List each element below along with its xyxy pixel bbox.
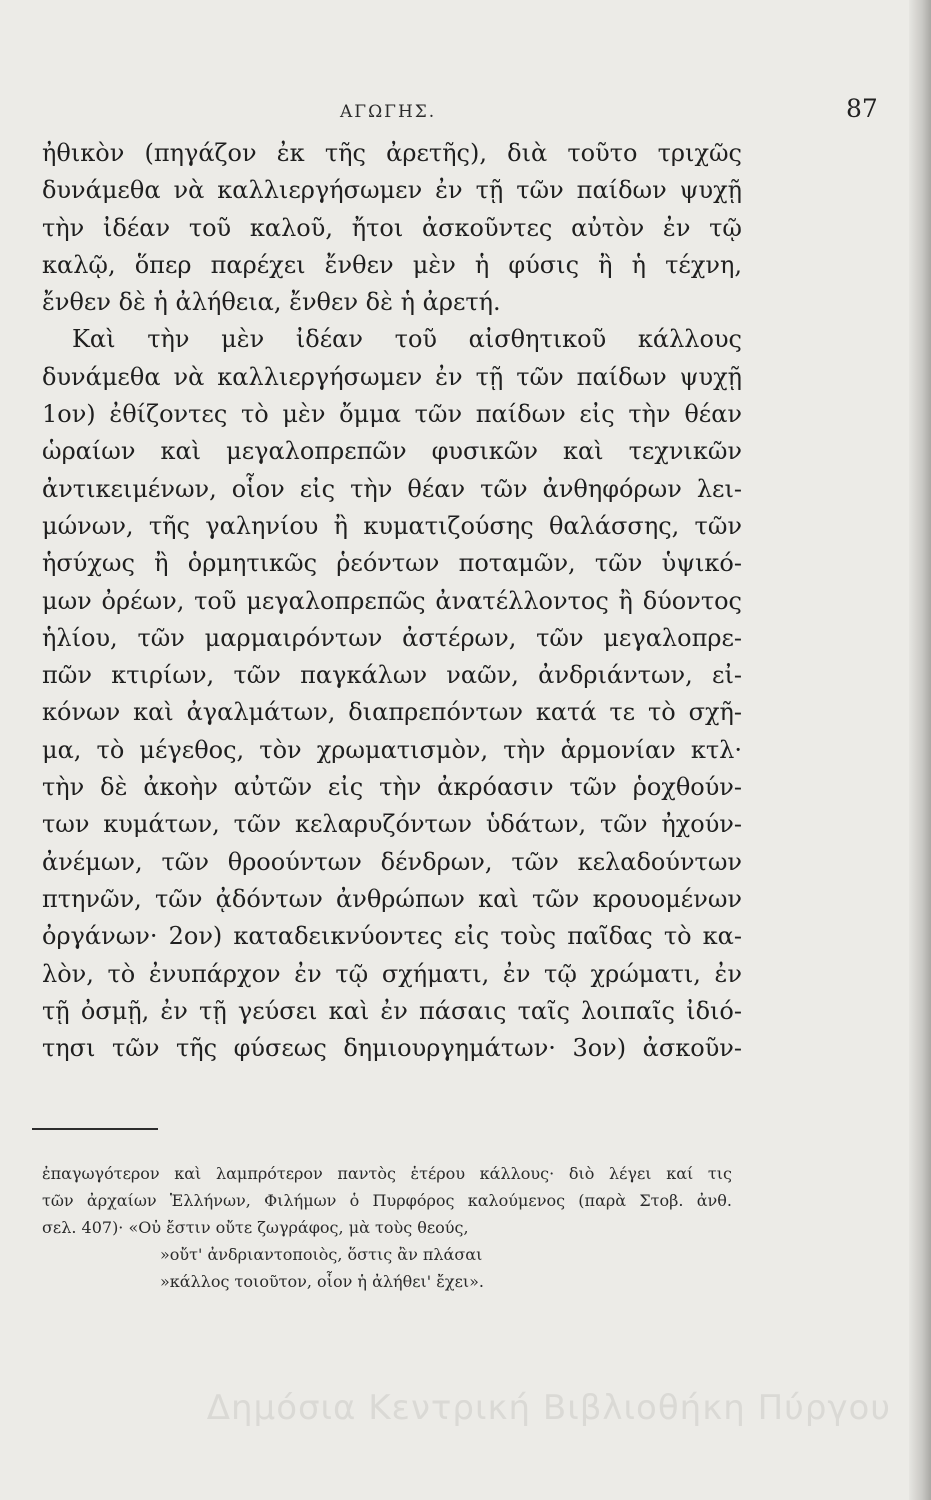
text-line: δυνάμεθα νὰ καλλιεργήσωμεν ἐν τῇ τῶν παίδων ψυχῇ <box>42 176 742 205</box>
footnote-line: τῶν ἀρχαίων Ἑλλήνων, Φιλήμων ὁ Πυρφόρος καλούμενος (παρὰ Στοβ. ἀνθ. <box>42 1191 732 1210</box>
text-line: τησι τῶν τῆς φύσεως δημιουργημάτων· 3ον) ἀσκοῦν- <box>42 1034 742 1063</box>
text-line: ὡραίων καὶ μεγαλοπρεπῶν φυσικῶν καὶ τεχνικῶν <box>42 437 742 466</box>
running-head <box>0 94 931 124</box>
footnote-quote-line: »οὔτ' ἀνδριαντοποιὸς, ὅστις ἂν πλάσαι <box>160 1245 483 1264</box>
running-title: ΑΓΩΓΗΣ. <box>340 102 437 122</box>
text-line: τὴν δὲ ἀκοὴν αὐτῶν εἰς τὴν ἀκρόασιν τῶν ῥοχθούν- <box>42 773 742 802</box>
text-line: πῶν κτιρίων, τῶν παγκάλων ναῶν, ἀνδριάντων, εἰ- <box>42 661 742 690</box>
page-edge-shadow <box>909 0 931 1500</box>
paragraph-start-line: Καὶ τὴν μὲν ἰδέαν τοῦ αἰσθητικοῦ κάλλους <box>72 325 742 354</box>
text-line: μώνων, τῆς γαληνίου ἢ κυματιζούσης θαλάσσης, τῶν <box>42 511 742 540</box>
text-line: καλῷ, ὅπερ παρέχει ἔνθεν μὲν ἡ φύσις ἢ ἡ τέχνη, <box>42 250 742 279</box>
text-line: ὀργάνων· 2ον) καταδεικνύοντες εἰς τοὺς παῖδας τὸ κα- <box>42 922 742 951</box>
text-line: πτηνῶν, τῶν ᾀδόντων ἀνθρώπων καὶ τῶν κρουομένων <box>42 884 742 913</box>
text-line: κόνων καὶ ἀγαλμάτων, διαπρεπόντων κατά τε τὸ σχῆ- <box>42 698 742 727</box>
text-line: μων ὀρέων, τοῦ μεγαλοπρεπῶς ἀνατέλλοντος ἢ δύοντος <box>42 586 742 615</box>
text-line: ἠθικὸν (πηγάζον ἐκ τῆς ἀρετῆς), διὰ τοῦτο τριχῶς <box>42 139 742 167</box>
text-line: 1ον) ἐθίζοντες τὸ μὲν ὄμμα τῶν παίδων εἰς τὴν θέαν <box>42 400 742 429</box>
text-line: ἡσύχως ἢ ὁρμητικῶς ῥεόντων ποταμῶν, τῶν ὑψικό- <box>42 549 742 578</box>
text-line: ἀντικειμένων, οἷον εἰς τὴν θέαν τῶν ἀνθηφόρων λει- <box>42 474 742 503</box>
page-number: 87 <box>846 94 878 123</box>
text-line: των κυμάτων, τῶν κελαρυζόντων ὑδάτων, τῶν ἠχούν- <box>42 810 742 839</box>
body-text <box>42 135 742 1067</box>
text-line: ἀνέμων, τῶν θροούντων δένδρων, τῶν κελαδούντων <box>42 847 742 876</box>
text-line: τὴν ἰδέαν τοῦ καλοῦ, ἤτοι ἀσκοῦντες αὐτὸν ἐν τῷ <box>42 213 742 242</box>
footnote-line: ἐπαγωγότερον καὶ λαμπρότερον παντὸς ἑτέρου κάλλους· διὸ λέγει καί τις <box>42 1164 732 1183</box>
text-line: λὸν, τὸ ἐνυπάρχον ἐν τῷ σχήματι, ἐν τῷ χρώματι, ἐν <box>42 959 742 988</box>
text-line: δυνάμεθα νὰ καλλιεργήσωμεν ἐν τῇ τῶν παίδων ψυχῇ <box>42 362 742 391</box>
footnotes <box>42 1160 732 1295</box>
library-watermark: Δημόσια Κεντρική Βιβλιοθήκη Πύργου <box>206 1388 891 1428</box>
text-line: ἡλίου, τῶν μαρμαιρόντων ἀστέρων, τῶν μεγαλοπρε- <box>42 623 742 652</box>
footnote-divider <box>32 1128 158 1130</box>
text-line: ἔνθεν δὲ ἡ ἀλήθεια, ἔνθεν δὲ ἡ ἀρετή. <box>42 288 501 317</box>
footnote-line: σελ. 407)· «Οὐ ἔστιν οὔτε ζωγράφος, μὰ τοὺς θεούς, <box>42 1218 469 1237</box>
text-line: τῇ ὀσμῇ, ἐν τῇ γεύσει καὶ ἐν πάσαις ταῖς λοιπαῖς ἰδιό- <box>42 996 742 1025</box>
footnote-quote-line: »κάλλος τοιοῦτον, οἷον ἡ ἀλήθει' ἔχει». <box>160 1272 485 1291</box>
text-line: μα, τὸ μέγεθος, τὸν χρωματισμὸν, τὴν ἁρμονίαν κτλ· <box>42 735 742 764</box>
